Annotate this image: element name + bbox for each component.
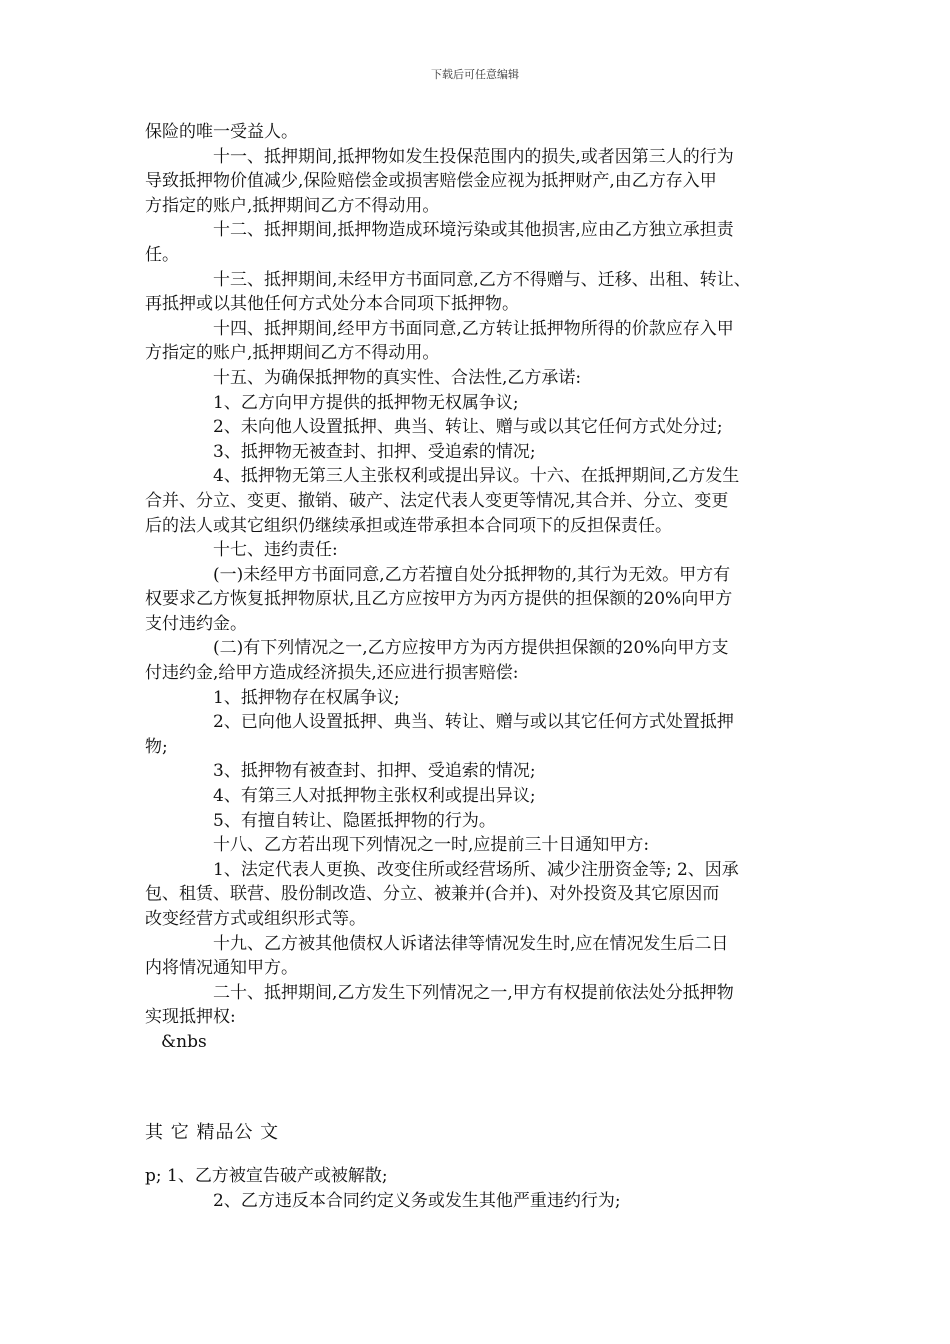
text-line: 合并、分立、变更、撤销、破产、法定代表人变更等情况,其合并、分立、变更 <box>145 490 729 511</box>
text-line: 物; <box>145 736 168 757</box>
text-line: 实现抵押权: <box>145 1007 236 1028</box>
text-line: 2、未向他人设置抵押、典当、转让、赠与或以其它任何方式处分过; <box>213 417 723 438</box>
text-line: 包、租赁、联营、股份制改造、分立、被兼并(合并)、对外投资及其它原因而 <box>145 884 720 905</box>
text-line: 保险的唯一受益人。 <box>145 122 298 142</box>
text-line: 十八、乙方若出现下列情况之一时,应提前三十日通知甲方: <box>213 835 650 856</box>
document-tail <box>145 1164 815 1213</box>
text-line: p; 1、乙方被宣告破产或被解散; <box>145 1166 388 1186</box>
text-line: 十二、抵押期间,抵押物造成环境污染或其他损害,应由乙方独立承担责 <box>213 220 734 241</box>
text-line: (一)未经甲方书面同意,乙方若擅自处分抵押物的,其行为无效。甲方有 <box>213 564 731 585</box>
text-line: 内将情况通知甲方。 <box>145 958 298 979</box>
text-line: 4、有第三人对抵押物主张权利或提出异议; <box>213 786 536 807</box>
text-line: 改变经营方式或组织形式等。 <box>145 909 366 929</box>
page-header: 下载后可任意编辑 <box>431 68 519 81</box>
text-line: 1、法定代表人更换、改变住所或经营场所、减少注册资金等; 2、因承 <box>213 859 739 880</box>
text-line: 任。 <box>145 244 179 265</box>
text-line: 4、抵押物无第三人主张权利或提出异议。十六、在抵押期间,乙方发生 <box>213 466 740 487</box>
text-line: 2、乙方违反本合同约定义务或发生其他严重违约行为; <box>213 1190 621 1211</box>
text-line: 方指定的账户,抵押期间乙方不得动用。 <box>145 195 440 216</box>
text-line: 5、有擅自转让、隐匿抵押物的行为。 <box>213 810 496 831</box>
section-label: 其 它 精品公 文 <box>145 1122 280 1143</box>
text-line: 十七、违约责任: <box>213 540 338 561</box>
text-line: 3、抵押物有被查封、扣押、受追索的情况; <box>213 761 536 782</box>
text-line: 支付违约金。 <box>145 613 247 634</box>
text-line: 3、抵押物无被查封、扣押、受追索的情况; <box>213 441 536 462</box>
text-line: 1、抵押物存在权属争议; <box>213 687 400 708</box>
document-body <box>145 120 815 1055</box>
text-line: 十九、乙方被其他债权人诉诸法律等情况发生时,应在情况发生后二日 <box>213 933 729 954</box>
text-line: 十四、抵押期间,经甲方书面同意,乙方转让抵押物所得的价款应存入甲 <box>213 318 734 339</box>
text-line: 1、乙方向甲方提供的抵押物无权属争议; <box>213 392 519 413</box>
text-line: 十一、抵押期间,抵押物如发生投保范围内的损失,或者因第三人的行为 <box>213 146 734 167</box>
text-line: 导致抵押物价值减少,保险赔偿金或损害赔偿金应视为抵押财产,由乙方存入甲 <box>145 171 717 192</box>
text-line: (二)有下列情况之一,乙方应按甲方为丙方提供担保额的20%向甲方支 <box>213 638 729 659</box>
text-line: 2、已向他人设置抵押、典当、转让、赠与或以其它任何方式处置抵押 <box>213 712 734 733</box>
text-line: 再抵押或以其他任何方式处分本合同项下抵押物。 <box>145 294 519 315</box>
text-line: 方指定的账户,抵押期间乙方不得动用。 <box>145 343 440 364</box>
text-line: &nbs <box>161 1031 207 1052</box>
text-line: 后的法人或其它组织仍继续承担或连带承担本合同项下的反担保责任。 <box>145 515 672 536</box>
text-line: 二十、抵押期间,乙方发生下列情况之一,甲方有权提前依法处分抵押物 <box>213 982 734 1003</box>
text-line: 权要求乙方恢复抵押物原状,且乙方应按甲方为丙方提供的担保额的20%向甲方 <box>145 589 733 610</box>
text-line: 付违约金,给甲方造成经济损失,还应进行损害赔偿: <box>145 663 519 684</box>
text-line: 十五、为确保抵押物的真实性、合法性,乙方承诺: <box>213 367 582 388</box>
text-line: 十三、抵押期间,未经甲方书面同意,乙方不得赠与、迁移、出租、转让、 <box>213 269 751 290</box>
